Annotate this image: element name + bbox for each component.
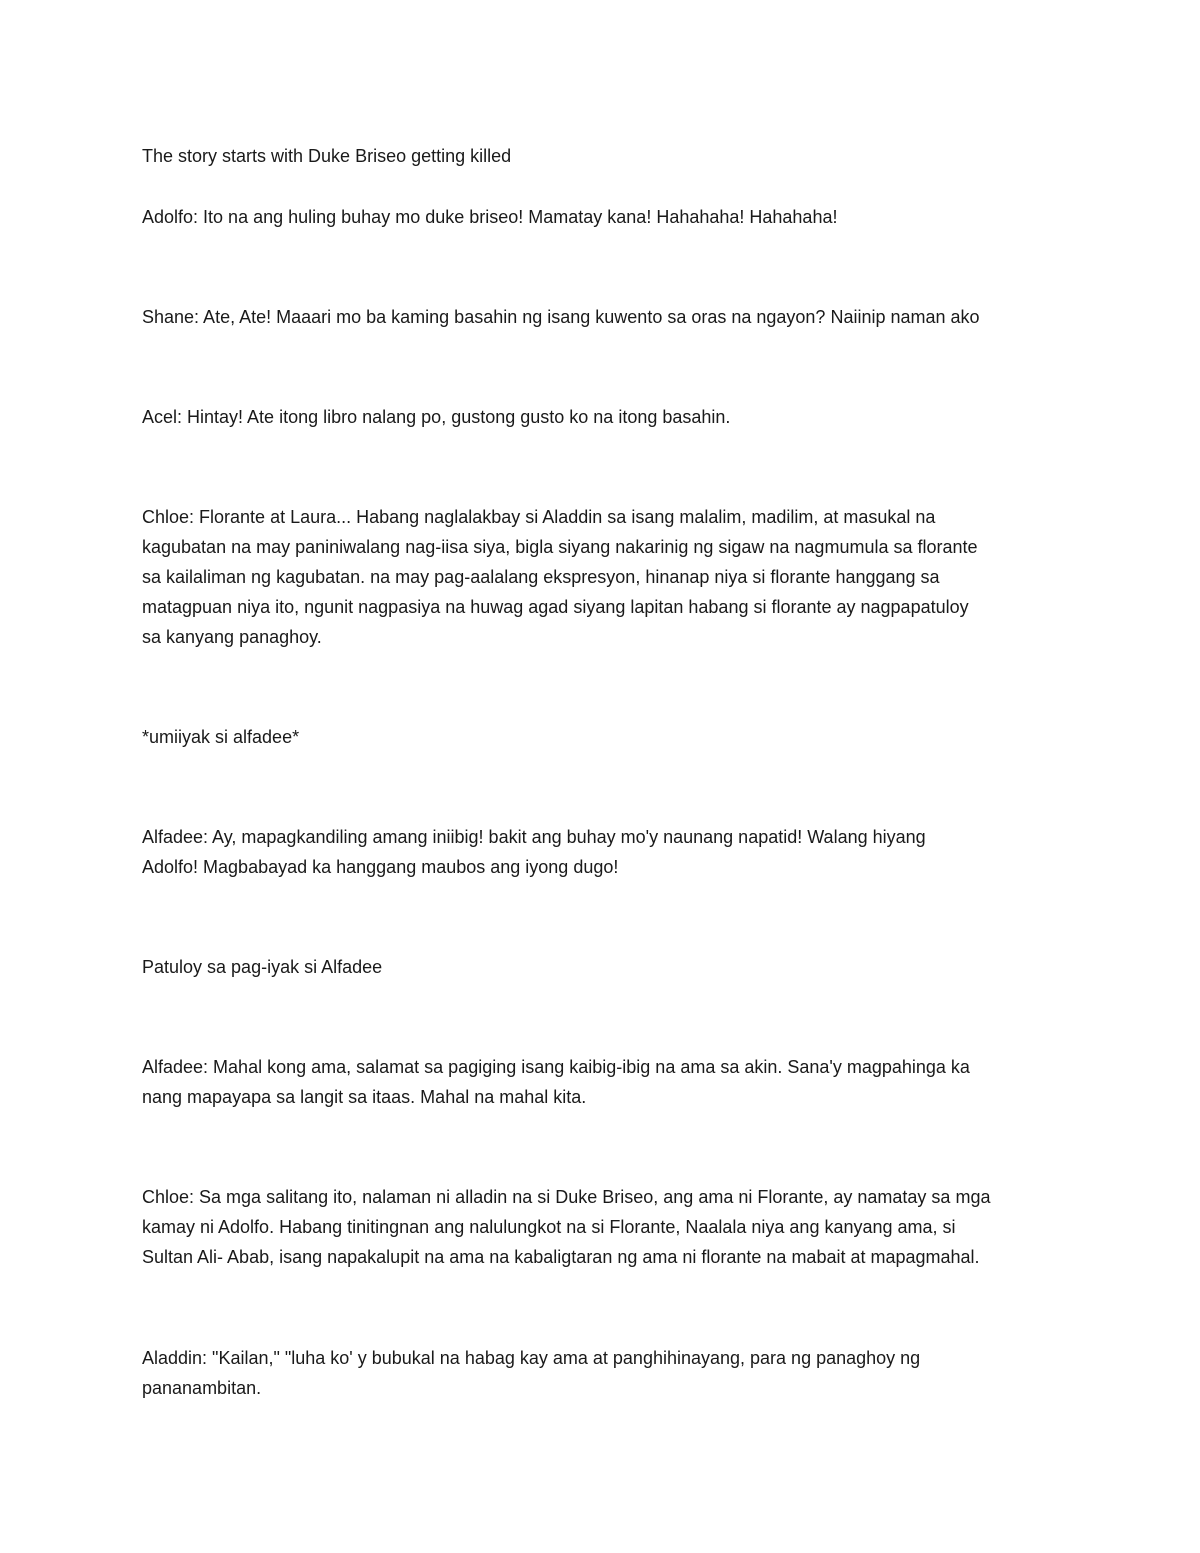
narration-patuloy xyxy=(142,952,1072,982)
dialogue-alfadee-1 xyxy=(142,822,1072,882)
dialogue-aladdin xyxy=(142,1343,1072,1403)
text-line: *umiiyak si alfadee* xyxy=(142,727,300,747)
text-line: Alfadee: Mahal kong ama, salamat sa pagiging isang kaibig-ibig na ama sa akin. Sana'y magpahinga ka xyxy=(142,1057,970,1077)
text-line: Chloe: Sa mga salitang ito, nalaman ni alladin na si Duke Briseo, ang ama ni Florante, ay namatay sa mga xyxy=(142,1187,991,1207)
stage-direction-umiiyak xyxy=(142,722,1072,752)
dialogue-acel xyxy=(142,402,1072,432)
text-line: Acel: Hintay! Ate itong libro nalang po, gustong gusto ko na itong basahin. xyxy=(142,407,731,427)
text-line: Aladdin: "Kailan," "luha ko' y bubukal na habag kay ama at panghihinayang, para ng panaghoy ng xyxy=(142,1348,921,1368)
narration-intro xyxy=(142,141,1072,171)
text-line: Sultan Ali- Abab, isang napakalupit na ama na kabaligtaran ng ama ni florante na mabait at mapagmahal. xyxy=(142,1247,980,1267)
text-line: kagubatan na may paniniwalang nag-iisa siya, bigla siyang nakarinig ng sigaw na nagmumula sa florante xyxy=(142,537,978,557)
text-line: Adolfo! Magbabayad ka hanggang maubos ang iyong dugo! xyxy=(142,857,619,877)
dialogue-chloe-2 xyxy=(142,1182,1072,1272)
text-line: Shane: Ate, Ate! Maaari mo ba kaming basahin ng isang kuwento sa oras na ngayon? Naiinip naman ako xyxy=(142,307,980,327)
text-line: Alfadee: Ay, mapagkandiling amang iniibig! bakit ang buhay mo'y naunang napatid! Walang hiyang xyxy=(142,827,926,847)
dialogue-adolfo xyxy=(142,202,1072,232)
text-line: pananambitan. xyxy=(142,1378,262,1398)
text-line: Chloe: Florante at Laura... Habang naglalakbay si Aladdin sa isang malalim, madilim, at masukal na xyxy=(142,507,936,527)
dialogue-alfadee-2 xyxy=(142,1052,1072,1112)
text-line: kamay ni Adolfo. Habang tinitingnan ang nalulungkot na si Florante, Naalala niya ang kanyang ama, si xyxy=(142,1217,956,1237)
text-line: Adolfo: Ito na ang huling buhay mo duke briseo! Mamatay kana! Hahahaha! Hahahaha! xyxy=(142,207,838,227)
text-line: The story starts with Duke Briseo getting killed xyxy=(142,146,512,166)
dialogue-chloe-1 xyxy=(142,502,1072,652)
text-line: nang mapayapa sa langit sa itaas. Mahal na mahal kita. xyxy=(142,1087,587,1107)
dialogue-shane xyxy=(142,302,1072,332)
text-line: sa kanyang panaghoy. xyxy=(142,627,322,647)
text-line: Patuloy sa pag-iyak si Alfadee xyxy=(142,957,383,977)
text-line: matagpuan niya ito, ngunit nagpasiya na huwag agad siyang lapitan habang si florante ay nagpapatuloy xyxy=(142,597,969,617)
text-line: sa kailaliman ng kagubatan. na may pag-aalalang ekspresyon, hinanap niya si florante hanggang sa xyxy=(142,567,940,587)
